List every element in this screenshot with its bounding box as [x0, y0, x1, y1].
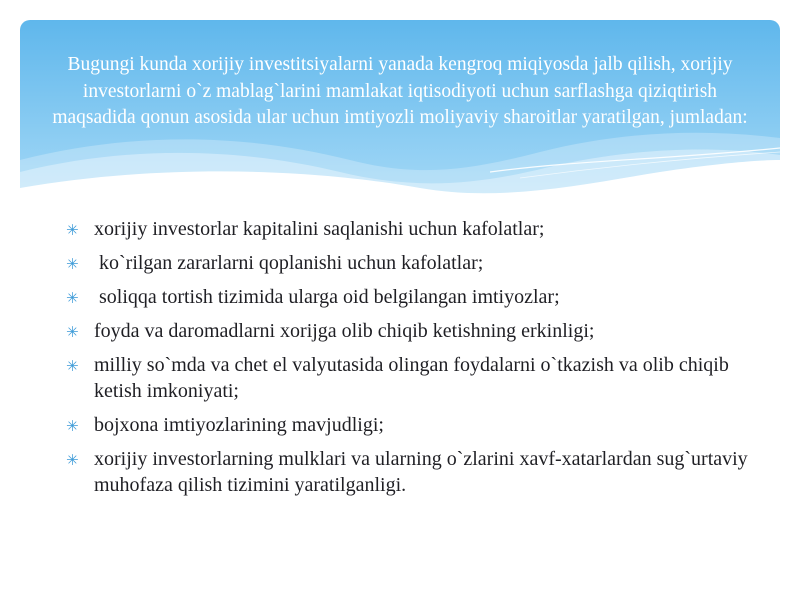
- list-item-text: xorijiy investorlarning mulklari va ularning o`zlarini xavf-xatarlardan sug`urtaviy muhofaza qilish tizimini yaratilganligi.: [94, 448, 753, 496]
- list-item: [64, 250, 764, 276]
- asterisk-icon: ✳: [66, 417, 79, 435]
- list-item: [64, 352, 764, 404]
- list-item-text: xorijiy investorlar kapitalini saqlanishi uchun kafolatlar;: [94, 218, 545, 240]
- asterisk-icon: ✳: [66, 323, 79, 341]
- asterisk-icon: ✳: [66, 221, 79, 239]
- asterisk-icon: ✳: [66, 357, 79, 375]
- list-item-text: ko`rilgan zararlarni qoplanishi uchun kafolatlar;: [94, 252, 484, 274]
- list-item: [64, 216, 764, 242]
- list-item-text: bojxona imtiyozlarining mavjudligi;: [94, 414, 384, 436]
- list-item: [64, 446, 764, 498]
- asterisk-icon: ✳: [66, 451, 79, 469]
- bullet-list: [64, 216, 764, 506]
- list-item-text: foyda va daromadlarni xorijga olib chiqib ketishning erkinligi;: [94, 320, 595, 342]
- list-item-text: soliqqa tortish tizimida ularga oid belgilangan imtiyozlar;: [94, 286, 560, 308]
- asterisk-icon: ✳: [66, 255, 79, 273]
- list-item: [64, 318, 764, 344]
- list-item: [64, 284, 764, 310]
- list-item: [64, 412, 764, 438]
- list-item-text: milliy so`mda va chet el valyutasida olingan foydalarni o`tkazish va olib chiqib ketish imkoniyati;: [94, 354, 734, 402]
- asterisk-icon: ✳: [66, 289, 79, 307]
- slide-title: Bugungi kunda xorijiy investitsiyalarni yanada kengroq miqiyosda jalb qilish, xorijiy investorlarni o`z mablag`larini mamlakat iqtisodiyoti uchun sarflashga qiziqtirish maqsadida qonun asosida ular uchun imtiyozli moliyaviy sharoitlar yaratilgan, jumladan:: [52, 54, 748, 128]
